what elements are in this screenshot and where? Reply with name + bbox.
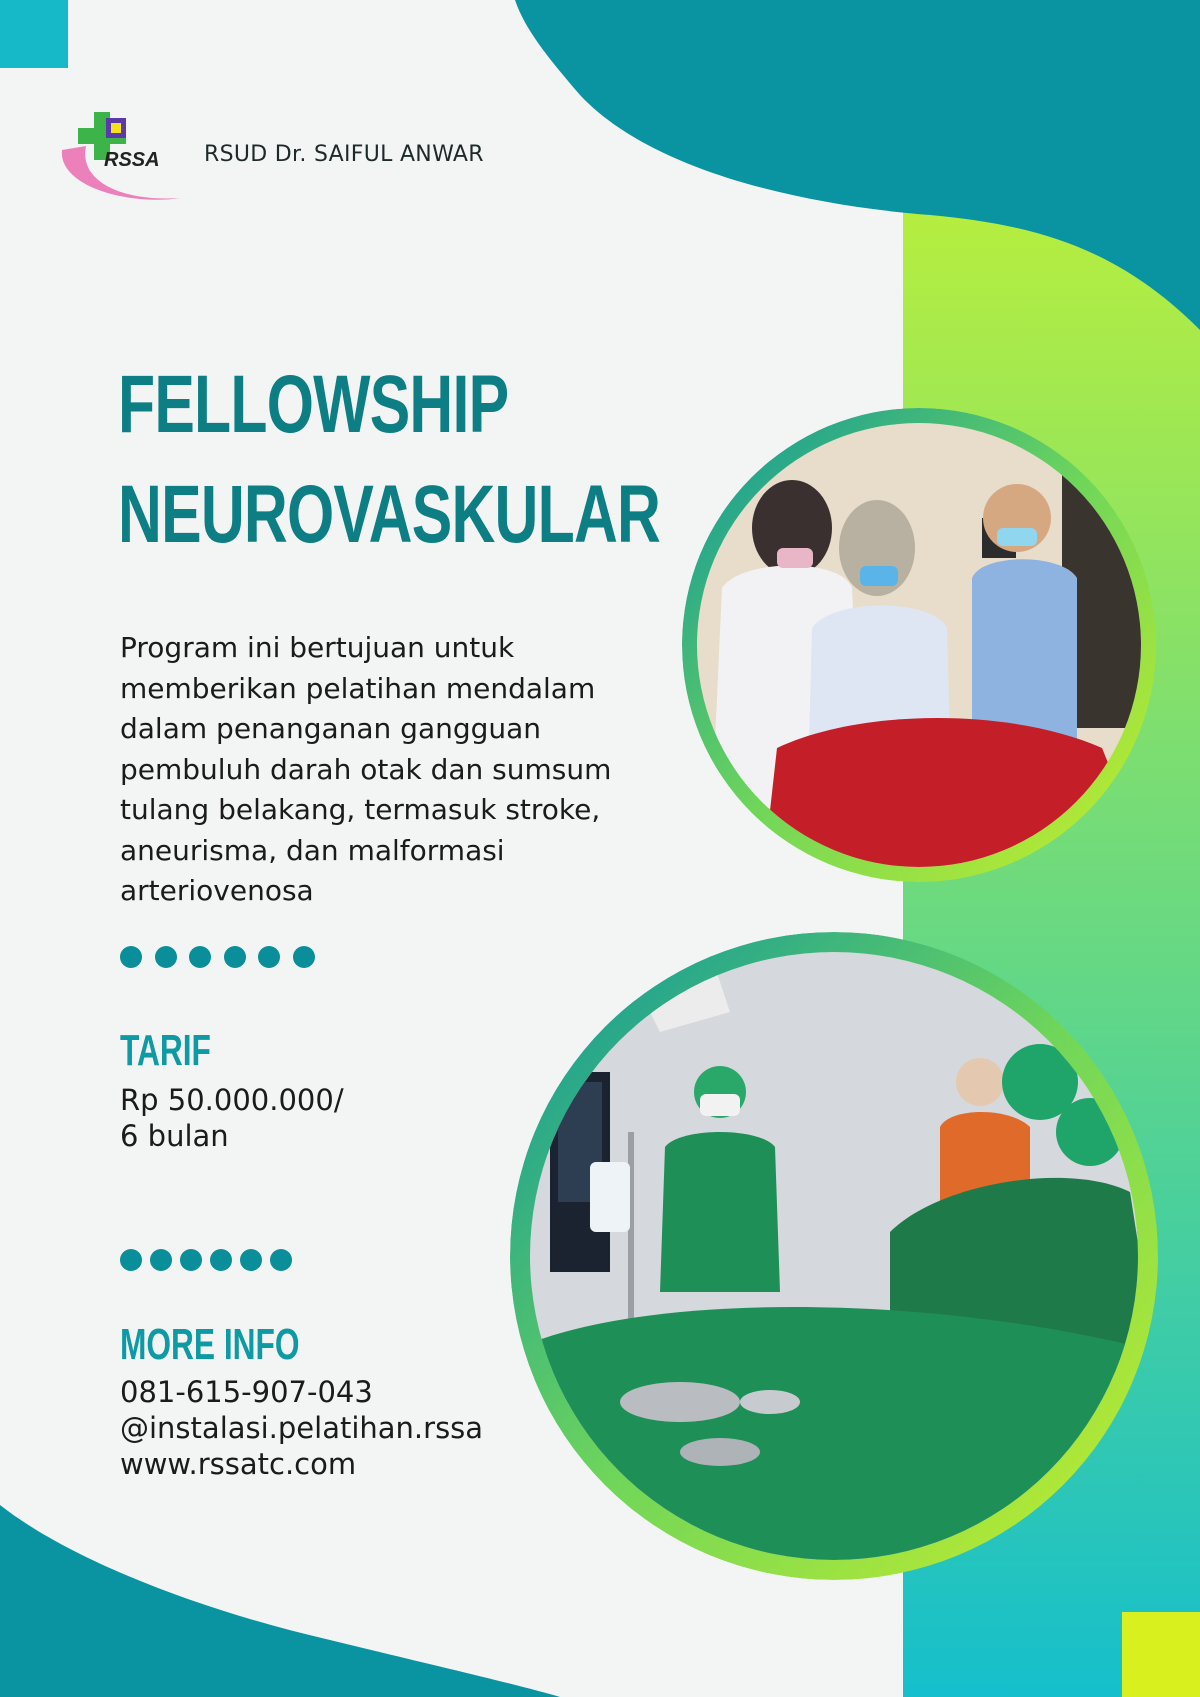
dot bbox=[258, 946, 280, 968]
corner-square-bottom-right bbox=[1122, 1612, 1200, 1697]
rssa-logo bbox=[58, 98, 188, 208]
program-description: Program ini bertujuan untuk memberikan pelatihan mendalam dalam penanganan gangguan pembuluh darah otak dan sumsum tulang belakang, termasuk stroke, aneurisma, dan malformasi arteriovenosa bbox=[120, 631, 612, 907]
dot bbox=[180, 1249, 202, 1271]
more-info-label: MORE INFO bbox=[120, 1320, 300, 1369]
corner-square-top-left bbox=[0, 0, 68, 68]
instagram-handle: @instalasi.pelatihan.rssa bbox=[120, 1411, 484, 1445]
dot bbox=[155, 946, 177, 968]
dot bbox=[224, 946, 246, 968]
dot-divider-2 bbox=[120, 1249, 292, 1271]
dot bbox=[120, 946, 142, 968]
dot-divider-1 bbox=[120, 946, 315, 968]
tarif-price: Rp 50.000.000/ bbox=[120, 1083, 344, 1117]
photo-circle-top bbox=[682, 408, 1156, 882]
dot bbox=[293, 946, 315, 968]
contact-info bbox=[120, 1374, 483, 1482]
tarif-label: TARIF bbox=[120, 1026, 211, 1075]
svg-text:RSSA: RSSA bbox=[104, 149, 160, 171]
dot bbox=[210, 1249, 232, 1271]
dot bbox=[150, 1249, 172, 1271]
phone-number: 081-615-907-043 bbox=[120, 1375, 373, 1409]
title-line-2: NEUROVASKULAR bbox=[118, 469, 661, 560]
dot bbox=[189, 946, 211, 968]
photo-circle-bottom bbox=[510, 932, 1158, 1580]
hospital-name: RSUD Dr. SAIFUL ANWAR bbox=[204, 142, 484, 167]
dot bbox=[240, 1249, 262, 1271]
title-line-1: FELLOWSHIP bbox=[118, 359, 509, 450]
bottom-teal-wave bbox=[0, 1505, 560, 1697]
tarif-duration: 6 bulan bbox=[120, 1119, 229, 1153]
website-url: www.rssatc.com bbox=[120, 1447, 357, 1481]
dot bbox=[120, 1249, 142, 1271]
dot bbox=[270, 1249, 292, 1271]
page-title bbox=[118, 350, 660, 570]
tarif-value bbox=[120, 1082, 344, 1154]
